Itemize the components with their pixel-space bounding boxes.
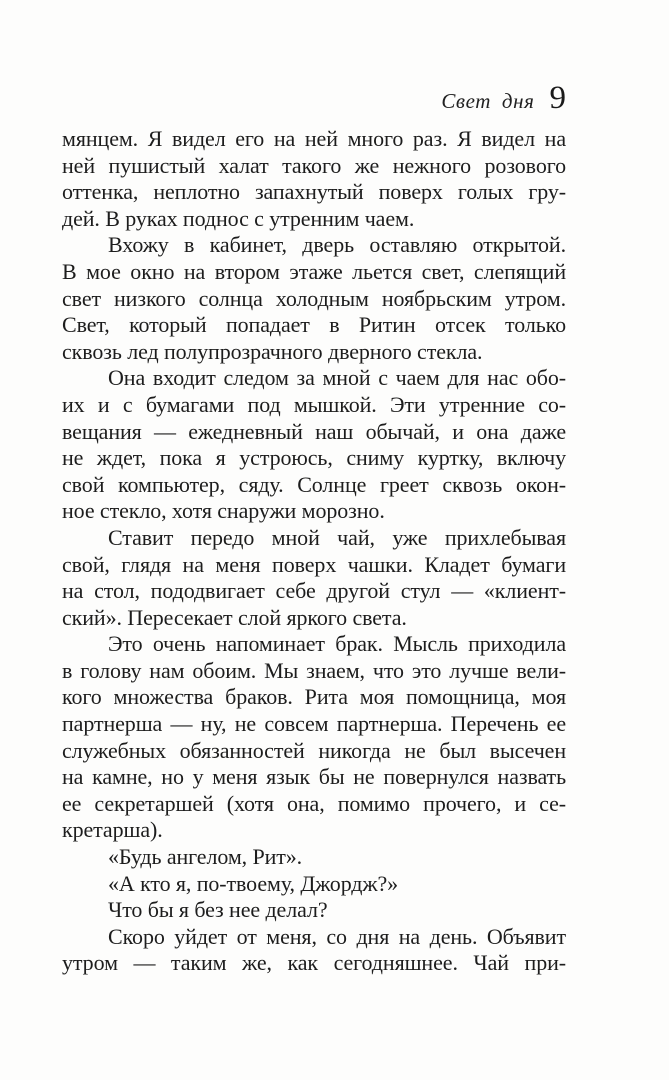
text-line: служебных обязанностей никогда не был высечен: [62, 737, 566, 763]
text-line: Скоро уйдет от меня, со дня на день. Объявит: [108, 923, 566, 949]
text-line: Это очень напоминает брак. Мысль приходила: [108, 631, 566, 657]
paragraph: [62, 924, 566, 977]
text-line: вещания — ежедневный наш обычай, и она даже: [62, 418, 566, 444]
text-line: ский». Пересекает слой яркого света.: [62, 604, 407, 630]
text-line: мянцем. Я видел его на ней много раз. Я видел на: [62, 126, 566, 151]
paragraph: [62, 365, 566, 525]
text-line: Ставит передо мной чай, уже прихлебывая: [108, 524, 566, 550]
text-line: утром — таким же, как сегодняшнее. Чай при-: [62, 950, 566, 976]
text-line: на стол, пододвигает себе другой стул — «клиент-: [62, 578, 566, 604]
text-line: ней пушистый халат такого же нежного розового: [62, 152, 566, 178]
text-line: свой, глядя на меня поверх чашки. Кладет бумаги: [62, 551, 566, 577]
paragraph: [62, 232, 566, 365]
text-line: дей. В руках поднос с утренним чаем.: [62, 205, 415, 231]
text-line: Вхожу в кабинет, дверь оставляю открытой.: [108, 232, 566, 258]
text-line: кретарша).: [62, 817, 163, 843]
paragraph: [62, 871, 566, 898]
text-line: свет низкого солнца холодным ноябрьским утром.: [62, 285, 566, 311]
running-header: [62, 80, 566, 117]
text-line: в голову нам обоим. Мы знаем, что это лучше вели-: [62, 657, 566, 683]
text-line: Что бы я без нее делал?: [108, 897, 328, 923]
text-line: на камне, но у меня язык бы не повернулся назвать: [62, 764, 566, 790]
paragraph: [62, 631, 566, 844]
paragraph: [62, 525, 566, 631]
text-line: кого множества браков. Рита моя помощница, моя: [62, 684, 566, 710]
text-line: ее секретаршей (хотя она, помимо прочего, и се-: [62, 790, 566, 816]
text-line: Свет, который попадает в Ритин отсек только: [62, 312, 566, 338]
text-block: [62, 126, 566, 977]
text-line: свой компьютер, сяду. Солнце греет сквозь окон-: [62, 471, 566, 497]
paragraph: [62, 126, 566, 232]
text-line: «А кто я, по-твоему, Джордж?»: [108, 870, 399, 896]
text-line: их и с бумагами под мышкой. Эти утренние со-: [62, 391, 566, 417]
text-line: сквозь лед полупрозрачного дверного стекла.: [62, 338, 483, 364]
text-line: ное стекло, хотя снаружи морозно.: [62, 498, 385, 524]
text-line: Она входит следом за мной с чаем для нас обо-: [108, 365, 566, 391]
page-number: 9: [549, 80, 566, 116]
text-line: партнерша — ну, не совсем партнерша. Перечень ее: [62, 711, 566, 737]
text-line: «Будь ангелом, Рит».: [108, 844, 303, 870]
running-title: Свет дня: [441, 89, 535, 113]
text-line: оттенка, неплотно запахнутый поверх голых гру-: [62, 179, 566, 205]
paragraph: [62, 844, 566, 871]
text-line: В мое окно на втором этаже льется свет, слепящий: [62, 258, 566, 284]
text-line: не ждет, пока я устроюсь, сниму куртку, включу: [62, 445, 566, 471]
paragraph: [62, 897, 566, 924]
